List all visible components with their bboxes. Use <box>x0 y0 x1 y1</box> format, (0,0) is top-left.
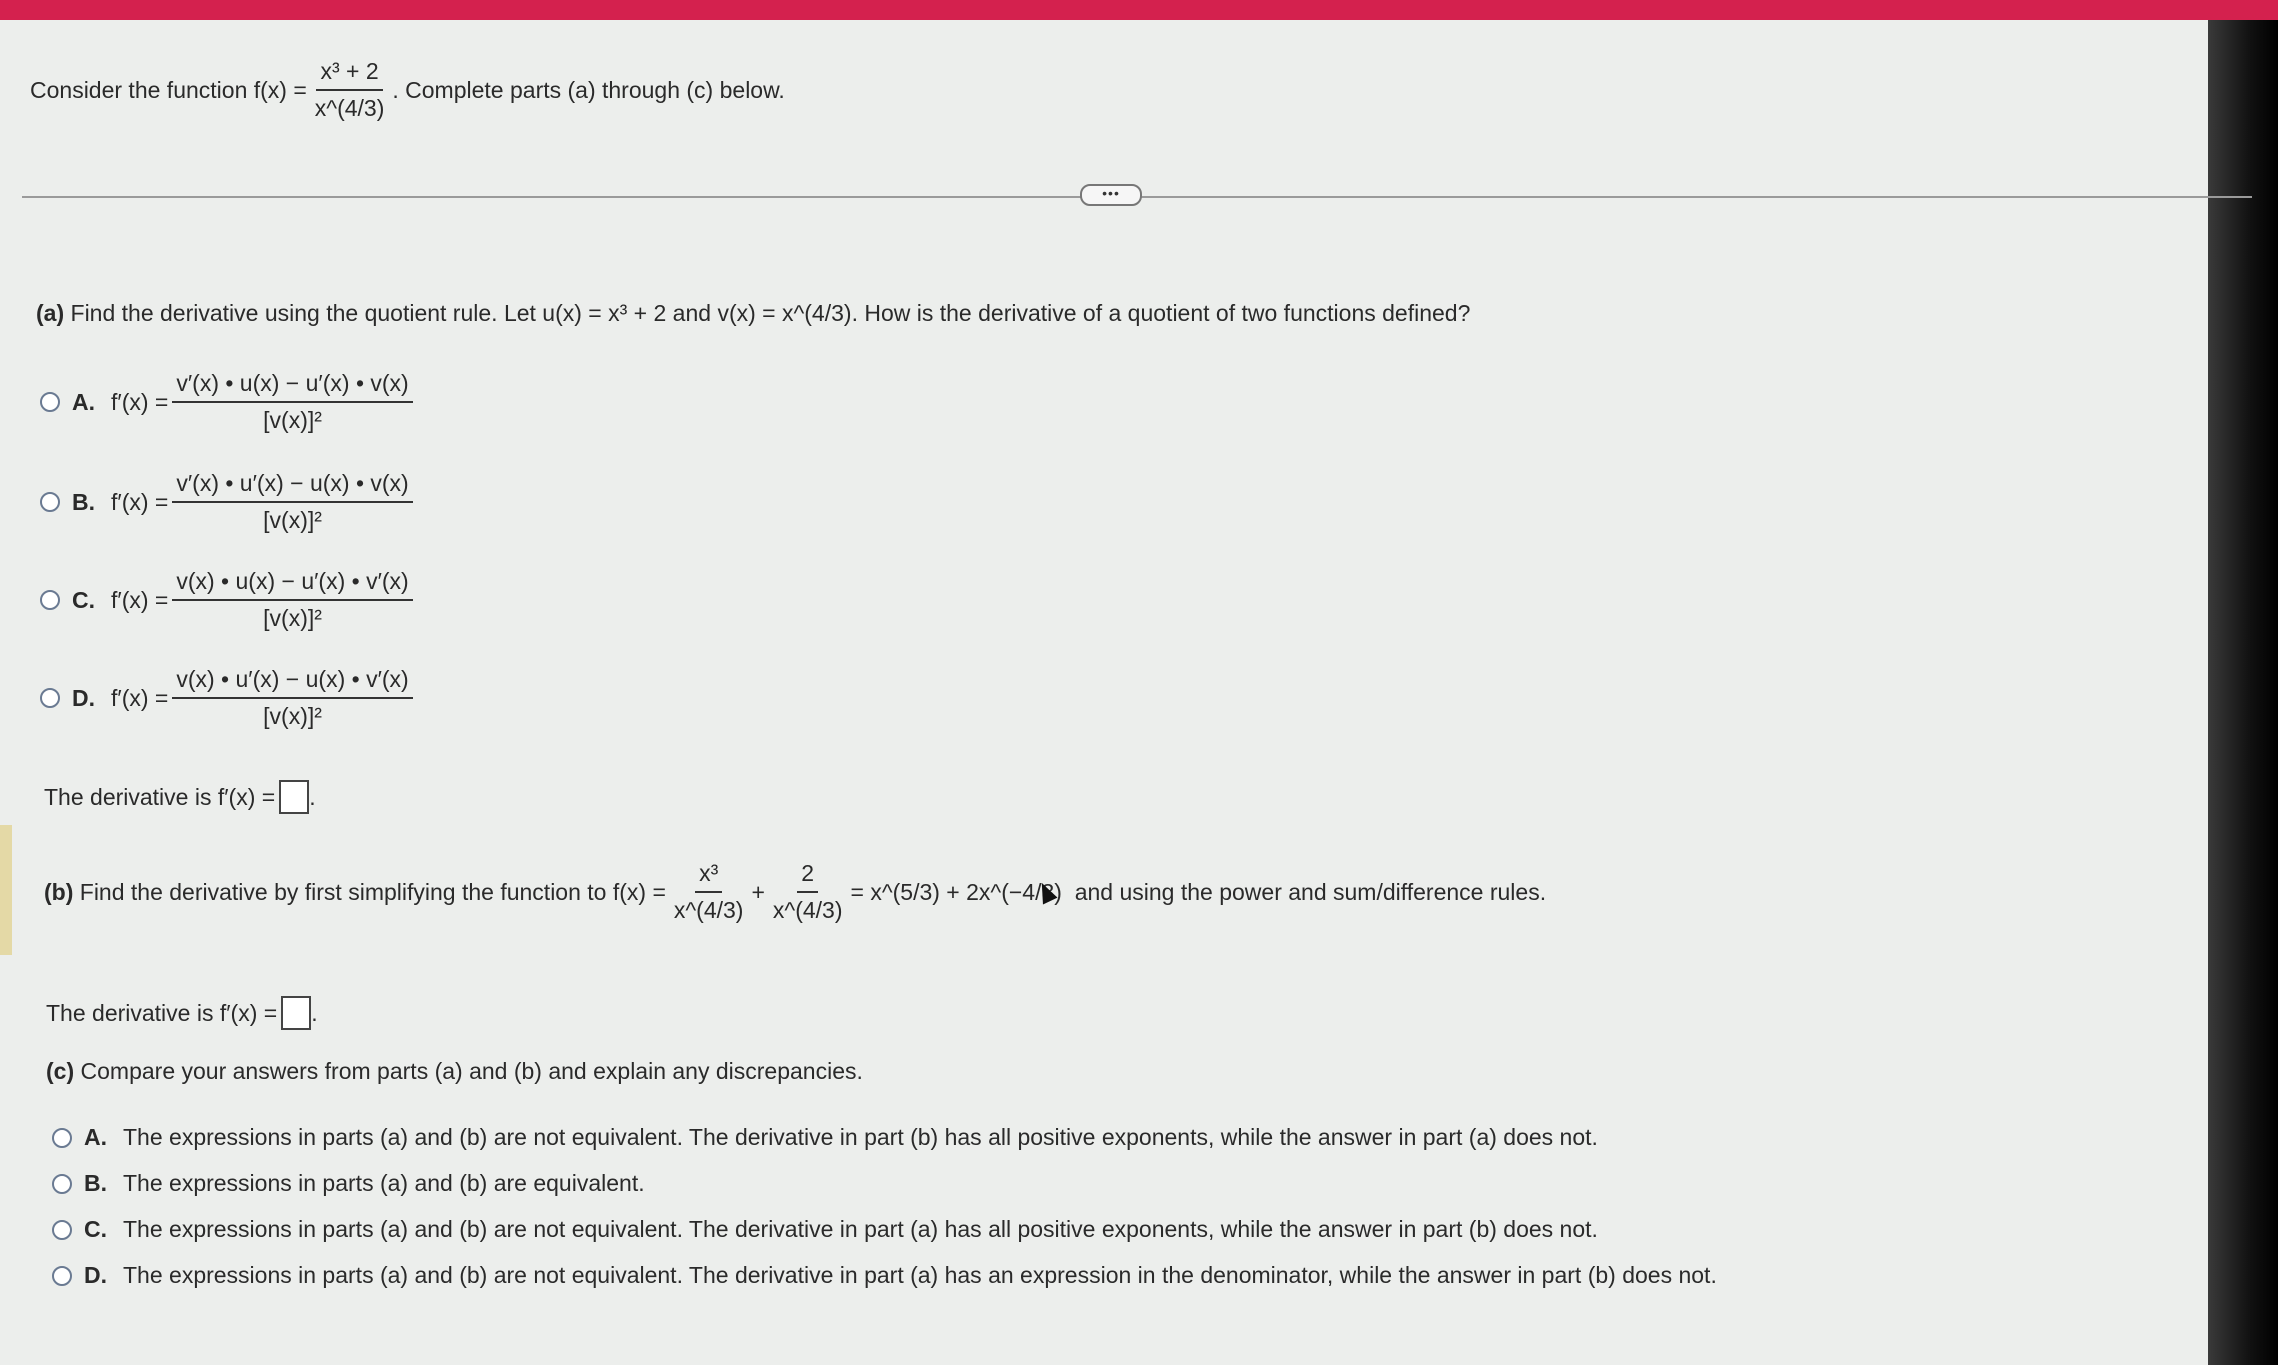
option-letter: B. <box>72 488 95 515</box>
part-c-text: Compare your answers from parts (a) and (b) and explain any discrepancies. <box>80 1058 863 1084</box>
option-fraction <box>172 666 412 730</box>
part-b-answer-label: The derivative is f′(x) = <box>46 999 278 1026</box>
option-lhs: f′(x) = <box>111 488 169 515</box>
option-letter: A. <box>72 388 95 415</box>
part-c-prompt <box>46 1058 863 1085</box>
option-numerator: v(x) • u(x) − u′(x) • v′(x) <box>172 568 412 601</box>
option-letter: B. <box>84 1170 107 1196</box>
part-b-text2: and using the power and sum/difference rules. <box>1074 878 1547 905</box>
part-b-text1: Find the derivative by first simplifying the function to f(x) = <box>79 878 666 905</box>
part-b-answer-input[interactable] <box>281 996 311 1030</box>
option-denominator: [v(x)]² <box>263 407 322 433</box>
plus-sign: + <box>751 878 765 905</box>
option-letter: D. <box>84 1262 107 1288</box>
part-a-prompt <box>36 300 1470 327</box>
question-header <box>30 58 785 122</box>
function-fraction <box>311 58 389 122</box>
part-a-option-b[interactable] <box>40 470 417 534</box>
option-numerator: v′(x) • u(x) − u′(x) • v(x) <box>172 370 412 403</box>
part-a-option-a[interactable] <box>40 370 417 434</box>
frac1-numerator: x³ <box>695 860 722 893</box>
option-text: The expressions in parts (a) and (b) are not equivalent. The derivative in part (a) has an expression in the denominator, while the answer in part (b) does not. <box>123 1262 1717 1288</box>
part-b-fraction-1 <box>670 860 748 924</box>
frac2-numerator: 2 <box>797 860 818 893</box>
option-letter: C. <box>84 1216 107 1242</box>
part-b-answer: The derivative is f′(x) = . <box>46 996 318 1030</box>
expand-toggle-button[interactable]: ••• <box>1080 184 1142 206</box>
option-lhs: f′(x) = <box>111 388 169 415</box>
part-c-option-c[interactable] <box>52 1216 1598 1243</box>
part-a-option-d[interactable] <box>40 666 417 730</box>
option-letter: C. <box>72 586 95 613</box>
top-accent-bar <box>0 0 2278 20</box>
part-c-option-d[interactable] <box>52 1262 1717 1289</box>
option-denominator: [v(x)]² <box>263 507 322 533</box>
header-suffix: . Complete parts (a) through (c) below. <box>392 76 785 103</box>
radio-a-a[interactable] <box>40 392 60 412</box>
frac1-denominator: x^(4/3) <box>673 897 744 923</box>
radio-a-c[interactable] <box>40 590 60 610</box>
radio-c-c[interactable] <box>52 1220 72 1240</box>
screen-bezel <box>2208 20 2278 1365</box>
option-fraction <box>172 470 412 534</box>
option-letter: A. <box>84 1124 107 1150</box>
option-denominator: [v(x)]² <box>263 605 322 631</box>
option-text: The expressions in parts (a) and (b) are equivalent. <box>123 1170 645 1196</box>
option-fraction <box>172 370 412 434</box>
function-numerator: x³ + 2 <box>316 58 382 91</box>
part-c-option-a[interactable] <box>52 1124 1598 1151</box>
part-b-label: (b) <box>44 878 74 905</box>
frac2-denominator: x^(4/3) <box>772 897 843 923</box>
question-page <box>0 20 2208 1365</box>
part-a-text1: Find the derivative using the quotient rule. Let u(x) = x³ + 2 and v(x) = x^(4/3) <box>70 300 852 326</box>
option-fraction <box>172 568 412 632</box>
simplified-form: = x^(5/3) + 2x^(−4/3) <box>850 878 1062 905</box>
option-lhs: f′(x) = <box>111 684 169 711</box>
radio-c-a[interactable] <box>52 1128 72 1148</box>
option-text: The expressions in parts (a) and (b) are not equivalent. The derivative in part (b) has all positive exponents, while the answer in part (a) does not. <box>123 1124 1598 1150</box>
part-b-prompt <box>44 860 1546 924</box>
part-a-label: (a) <box>36 300 65 326</box>
radio-a-b[interactable] <box>40 492 60 512</box>
option-letter: D. <box>72 684 95 711</box>
part-a-answer-input[interactable] <box>279 780 309 814</box>
radio-c-d[interactable] <box>52 1266 72 1286</box>
radio-a-d[interactable] <box>40 688 60 708</box>
part-c-option-b[interactable] <box>52 1170 645 1197</box>
option-numerator: v(x) • u′(x) − u(x) • v′(x) <box>172 666 412 699</box>
part-c-label: (c) <box>46 1058 75 1084</box>
option-lhs: f′(x) = <box>111 586 169 613</box>
part-a-answer-label: The derivative is f′(x) = <box>44 783 276 810</box>
header-prefix: Consider the function f(x) = <box>30 76 307 103</box>
option-text: The expressions in parts (a) and (b) are not equivalent. The derivative in part (a) has all positive exponents, while the answer in part (b) does not. <box>123 1216 1598 1242</box>
part-a-answer: The derivative is f′(x) = . <box>44 780 316 814</box>
function-denominator: x^(4/3) <box>314 95 385 121</box>
part-b-fraction-2 <box>769 860 847 924</box>
option-numerator: v′(x) • u′(x) − u(x) • v(x) <box>172 470 412 503</box>
option-denominator: [v(x)]² <box>263 703 322 729</box>
radio-c-b[interactable] <box>52 1174 72 1194</box>
part-a-text2: . How is the derivative of a quotient of two functions defined? <box>851 300 1471 326</box>
part-a-option-c[interactable] <box>40 568 417 632</box>
